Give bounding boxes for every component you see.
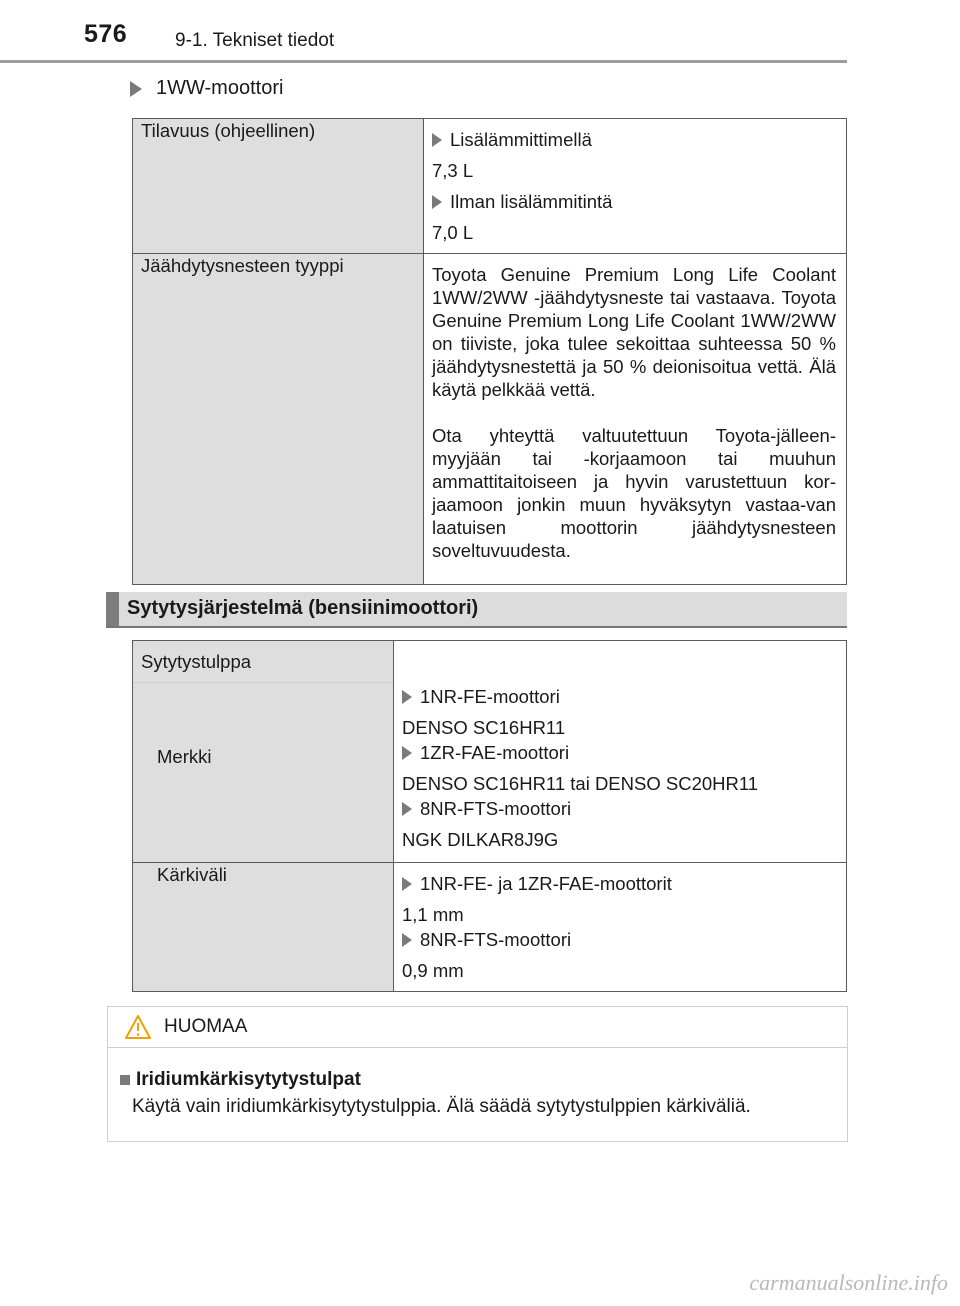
engine-heading [130, 77, 283, 100]
capacity-values [424, 119, 847, 254]
list-item [432, 190, 836, 213]
table-row [133, 641, 847, 863]
triangle-bullet-icon [402, 877, 412, 891]
item-engine-label: 8NR-FTS-moottori [420, 929, 572, 950]
list-item [402, 928, 836, 951]
notice-title: HUOMAA [164, 1016, 248, 1037]
list-item [402, 685, 836, 708]
item-value: 0,9 mm [402, 960, 464, 981]
item-value: 7,3 L [432, 160, 474, 181]
item-value: NGK DILKAR8J9G [402, 829, 559, 850]
ignition-table [132, 640, 847, 992]
notice-item-title-text: Iridiumkärkisytytystulpat [136, 1069, 361, 1090]
table-row [133, 863, 847, 992]
ignition-section-heading [106, 592, 847, 628]
item-engine-label: 1NR-FE-moottori [420, 686, 560, 707]
notice-item-text: Käytä vain iridiumkärkisytytystulppia. Älä säädä sytytystulppien kärkiväliä. [132, 1096, 751, 1117]
brand-label: Merkki [157, 746, 212, 767]
notice-item-title [120, 1066, 831, 1093]
coolant-paragraph: Toyota Genuine Premium Long Life Coolant 1WW/2WW -jäähdytysneste tai vastaava. Toyota Genuine Premium Long Life Coolant 1WW/2WW on tiiviste, joka tulee sekoittaa suhteessa 50 % jäähdytysnestettä ja 50 % deionisoitua vettä. Älä käytä pelkkää vettä. [432, 264, 836, 400]
triangle-bullet-icon [130, 81, 142, 97]
capacity-label: Tilavuus (ohjeellinen) [133, 119, 424, 254]
item-engine-label: 1ZR-FAE-moottori [420, 742, 570, 763]
coolant-type-label: Jäähdytysnesteen tyyppi [133, 254, 424, 585]
spark-plug-label: Sytytystulppa [133, 641, 393, 683]
page-number: 576 [84, 20, 128, 48]
notice-box [107, 1006, 848, 1142]
square-bullet-icon [120, 1075, 130, 1085]
item-value: 7,0 L [432, 222, 474, 243]
item-value: DENSO SC16HR11 tai DENSO SC20HR11 [402, 773, 759, 794]
coolant-paragraph: Ota yhteyttä valtuutettuun Toyota-jälleen-myyjään tai -korjaamoon tai muuhun ammattitaitoiseen ja hyvin varustettuun kor-jaamoon jonkin muun hyväksytyn vastaa-van laatuisen moottorin jäähdytysnesteen soveltuvuudesta. [432, 425, 836, 561]
triangle-bullet-icon [432, 195, 442, 209]
item-value: 1,1 mm [402, 904, 464, 925]
notice-body [108, 1048, 847, 1120]
section-title: 9-1. Tekniset tiedot [175, 30, 335, 51]
spark-plug-label-cell [133, 641, 394, 863]
item-engine-label: Ilman lisälämmitintä [450, 191, 613, 212]
triangle-bullet-icon [402, 933, 412, 947]
table-row [133, 254, 847, 585]
item-engine-label: 8NR-FTS-moottori [420, 798, 572, 819]
table-row [133, 119, 847, 254]
list-item [402, 741, 836, 764]
item-value: DENSO SC16HR11 [402, 717, 566, 738]
item-engine-label: 1NR-FE- ja 1ZR-FAE-moottorit [420, 873, 672, 894]
triangle-bullet-icon [402, 802, 412, 816]
brand-values [394, 641, 847, 863]
coolant-type-values [424, 254, 847, 585]
watermark: carmanualsonline.info [749, 1270, 948, 1295]
gap-values [394, 863, 847, 992]
notice-header [108, 1007, 847, 1048]
item-engine-label: Lisälämmittimellä [450, 129, 592, 150]
triangle-bullet-icon [402, 746, 412, 760]
warning-triangle-icon [124, 1014, 152, 1040]
header-rule [0, 60, 847, 63]
list-item [402, 797, 836, 820]
list-item [432, 128, 836, 151]
triangle-bullet-icon [402, 690, 412, 704]
triangle-bullet-icon [432, 133, 442, 147]
engine-heading-text: 1WW-moottori [156, 77, 284, 99]
list-item [402, 872, 836, 895]
coolant-table [132, 118, 847, 585]
gap-label: Kärkiväli [133, 863, 394, 992]
ignition-heading-text: Sytytysjärjestelmä (bensiinimoottori) [127, 597, 479, 619]
